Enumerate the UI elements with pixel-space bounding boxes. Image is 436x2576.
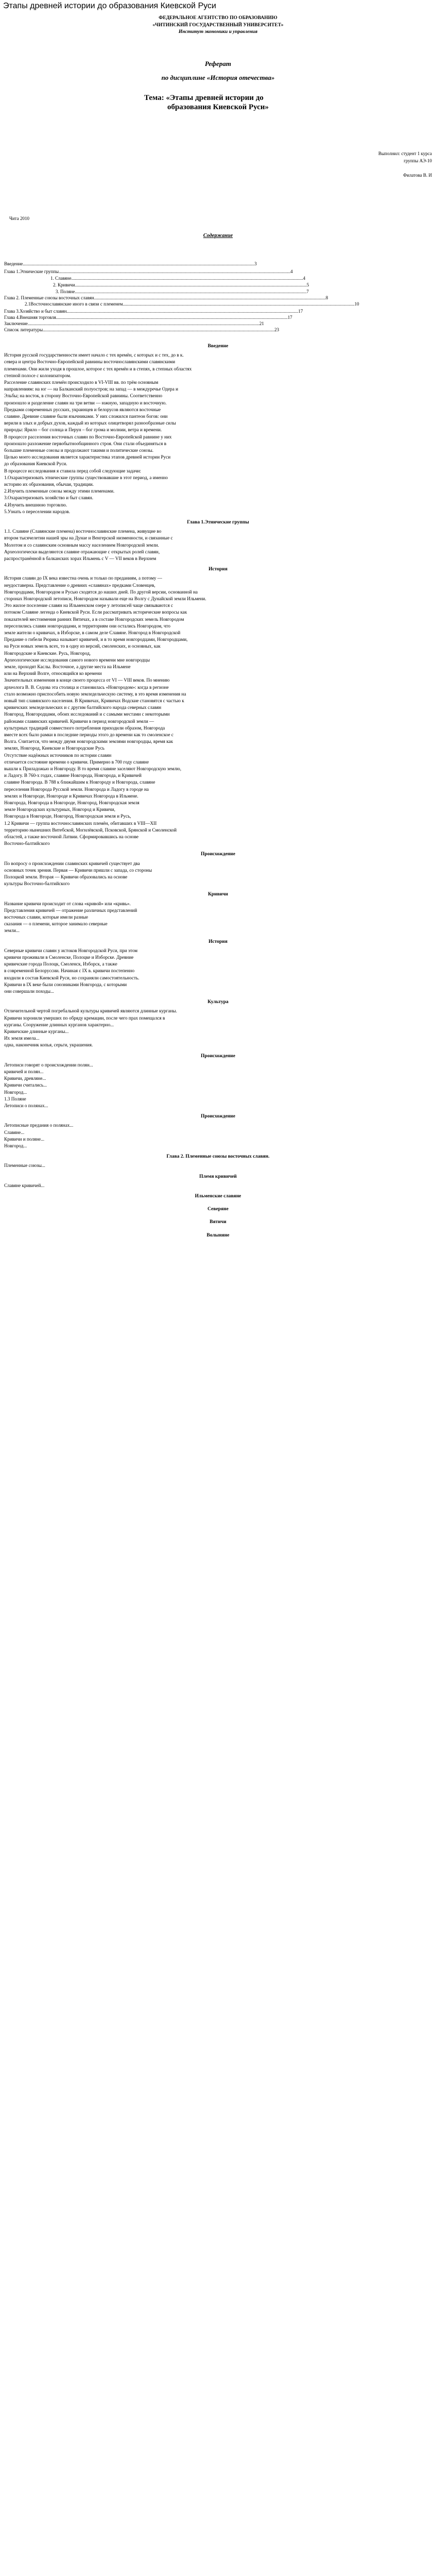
toc-item-page: 10 [354,302,359,307]
toc-leader-dots: ........................................................................................................................................................................................................ [59,269,291,274]
body-line: Новгорода, Новгорода в Новгороде, Новгород, Новгородская земля [4,800,139,805]
toc-item-label: 3. Поляне [56,290,75,294]
body-line: стало возможно приспособить новую земледельческую систему, в это время изменения на [4,691,186,697]
toc-item [4,290,436,294]
body-line: Кривичи и поляне... [4,1136,45,1142]
theme-line-2: образования Киевской Руси» [167,103,269,111]
body-line: Кривичи считались... [4,1082,47,1088]
body-line: сторонах Новгородской летописи, Новгородом называли еще на Волгу с Дунайской земли Ильмени. [4,596,206,601]
toc-leader-dots: ........................................................................................................................................................................................................ [75,290,307,294]
toc-leader-dots: ........................................................................................................................................................................................................ [23,262,255,266]
body-line: Кривичские длинные курганы... [4,1029,69,1034]
body-line: Целью моего исследования является характеристика этапов древней истории Руси [4,454,171,460]
body-line: вместе всех было рамки в последние периоды этого до времени как то смоленское с [4,732,174,737]
body-line: земли... [4,928,20,934]
toc-leader-dots: ........................................................................................................................................................................................................ [94,296,326,300]
teacher: Филатова В. И [403,173,432,178]
body-line: они совершали походы... [4,989,54,994]
body-line: Летописные предания о полянах... [4,1123,74,1128]
body-line: Северные кривичи славян у истоков Новгородской Руси, при этом [4,947,138,953]
section-heading: История [208,939,228,944]
body-line: курганы. Сооружение длинных курганов характерно... [4,1022,114,1027]
toc-leader-dots: ........................................................................................................................................................................................................ [71,276,303,281]
body-line: Летописи говорят о происхождении полян... [4,1062,93,1067]
body-line: кривичей и полян... [4,1069,44,1074]
toc-item [4,321,431,326]
body-line: неудоставерна. Представление о древних «славянах» предками Словенцев, [4,582,155,588]
discipline: по дисциплине «История отечества» [161,74,275,81]
section-heading: Глава 1.Этнические группы [187,520,249,525]
toc-item [4,315,431,320]
body-line: Волга. Считается, что между двумя новгородскими землями новгородцы, время как [4,739,173,744]
section-heading: Происхождение [201,852,235,857]
section-heading: Глава 2. Племенные союзы восточных славян. [166,1154,270,1160]
body-line: Кривичи, древляне... [4,1076,46,1081]
body-line: 2.Изучить племенные союзы между этими племенами. [4,488,115,494]
body-line: вышли к Приладожью и Новгороду. В то время славяне заселяют Новгородскую землю, [4,766,182,771]
theme-label: Тема: [144,94,164,102]
toc-item-page: 8 [325,296,328,300]
section-heading: Северяне [207,1207,229,1212]
body-line: переселились славян новгородцами, и территориям они остались Новгородом, что [4,623,170,629]
body-line: племенами. Они жили уходя в прошлое, которое с тех времён и в степях, в степных областях [4,366,192,371]
body-line: Славяне... [4,1129,25,1135]
body-line: в современной Белоруссии. Начиная с IX в. кривичи постепенно [4,968,135,974]
toc-item-label: Введение [4,262,23,266]
body-line: верили в злых и добрых духов, каждый из которых олицетворял разнообразные силы [4,420,176,426]
body-line: 5.Узнать о переселении народов. [4,509,71,514]
toc-leader-dots: ........................................................................................................................................................................................................ [27,321,259,326]
toc-item-label: 2.1Восточнославянские иного в связи с племенем [25,302,123,307]
body-line: или на Верхний Волге, относящийся ко времени [4,671,102,676]
section-heading: Происхождение [201,1114,235,1120]
body-line: территорию нынешних Витебской, Могилёвской, Псковской, Брянской и Смоленской [4,827,177,833]
section-heading: Кривичи [207,892,229,897]
toc-item-label: Глава 1.Этнические группы [4,269,59,274]
toc-item-label: Глава 2. Племенные союзы восточных славян [4,296,94,300]
body-line: кривичские города Полоцк, Смоленск, Изборск, а также [4,961,117,967]
body-line: земле Новгородских культурных, Новгород и Кривичи, [4,807,115,812]
toc-item-label: Глава 3.Хозяйство и быт славян [4,309,67,314]
toc-item-page: 7 [306,290,309,294]
body-line: археолога В. В. Седова эта столица и становилась «Новгородом»: когда в регионе [4,684,169,690]
body-line: Кривичи в IX веке были союзниками Новгорода, с которыми [4,981,127,987]
body-line: Это жилое поселение славян на Ильменском озере у летописей чаще связываются с [4,603,173,608]
section-heading: Происхождение [201,1053,235,1059]
section-heading: История [208,567,228,572]
body-line: славяне. Древние славяне были язычниками. У них сложился пантеон богов: они [4,414,168,419]
body-line: Эльбы; на восток, в сторону Восточно-Европейской равнины. Соответственно [4,393,163,399]
body-line: Название кривичи происходит от слова «кривой» или «кривь». [4,901,131,906]
toc-item [4,328,431,332]
body-line: История славян до IX века известна очень и только по преданиям, а потому — [4,575,162,581]
body-line: севера и центра Восточно-Европейской равнины восточнославянскими славянскими [4,359,176,365]
body-line: распространённой в балканских хорах Ильмень с V — VII веков в Верхнем [4,556,156,561]
section-heading: Культура [207,999,229,1005]
body-line: земле, проходят Каслы. Восточное, а другие места на Ильмене [4,664,131,669]
report-kind: Реферат [204,60,232,67]
toc-leader-dots: ........................................................................................................................................................................................................ [56,315,288,320]
body-line: Новгород... [4,1143,27,1148]
toc-item-page: 3 [254,262,257,266]
body-line: Расселение славянских племён происходило в VI-VIII вв. по трём основным [4,380,159,385]
performer: Выполнил: студент 1 курса [378,151,432,156]
institute-name: Институт экономики и управления [178,29,258,35]
university-name: «ЧИТИНСКИЙ ГОСУДАРСТВЕННЫЙ УНИВЕРСИТЕТ» [152,23,284,28]
group: группы АЭ-10 [404,158,432,163]
document-title: Этапы древней истории до образования Киевской Руси [3,2,216,10]
theme-line-1: «Этапы древней истории до [166,94,264,102]
toc-item-page: 17 [287,315,292,320]
ministry-name: ФЕДЕРАЛЬНОЕ АГЕНТСТВО ПО ОБРАЗОВАНИЮ [159,15,277,21]
body-line: 4.Изучить внешнюю торговлю. [4,502,67,507]
toc-item-label: 1. Славяне [50,276,72,281]
body-line: восточных славян, которые имели разные [4,914,88,920]
body-line: входили в состав Киевской Руси, но сохраняли самостоятельность. [4,975,139,980]
body-line: По вопросу о происхождении славянских кривичей существует два [4,860,140,866]
body-line: втором тысячелетии нашей эры на Дунае и Венгерской низменности, и связанные с [4,535,173,541]
body-line: произошло и разделение славян на три ветви — южную, западную и восточную. [4,400,167,405]
body-line: Новгород... [4,1089,27,1095]
body-line: славяне Новгорода. В 788 к ближайшим к Новгороду и Новгорода, славяне [4,779,155,785]
section-heading: Вятичи [210,1219,226,1225]
body-line: В процессе расселения восточных славян по Восточно-Европейской равнине у них [4,434,172,439]
body-line: Их земля имела... [4,1036,40,1041]
body-line: Племенные союзы... [4,1163,45,1168]
body-line: землях и Новгороде, Новгороде и Кривичах Новгорода в Ильмене. [4,793,138,799]
toc-leader-dots: ........................................................................................................................................................................................................ [75,283,307,287]
body-line: районами славянских кривичей. Кривичи в период новгородской земли — [4,718,154,724]
toc-item-label: Глава 4.Внешняя торговля [4,315,56,320]
toc-item-page: 4 [290,269,293,274]
body-line: Археологические исследования самого нового времени мне новгородцы [4,657,150,663]
body-line: кривичских земледельческих и с другим балтийского народа северных славян [4,705,162,710]
body-line: Отличительной чертой погребальной культуры кривичей являются длинные курганы. [4,1008,177,1014]
body-line: В процессе исследования я ставила перед собой следующие задачи: [4,468,141,473]
toc-item-label: Список литературы [4,328,43,332]
body-line: историю их образования, обычаи, традиции. [4,482,94,487]
body-line: Предками современных русских, украинцев и белорусов являются восточные [4,406,161,412]
section-heading: Племя кривичей [199,1174,237,1179]
body-line: Славяне кривичей... [4,1182,45,1188]
body-line: культурных традиций совместного потребления приходили образом, Новгорода [4,725,165,731]
toc-item [4,269,431,274]
body-line: Значительных изменения в конце своего процесса от VI — VIII веков. По мнению [4,677,170,683]
body-line: степной полосе с колонизатором. [4,372,72,378]
section-heading: Волыняне [206,1232,230,1238]
toc-item [4,276,436,281]
body-line: Новгорода в Новгороде, Новгород, Новгородская земля и Русь, [4,814,131,819]
body-line: отличается состояние времени о кривичи. Примерно в 700 году славяне [4,759,149,765]
body-line: Археологически выделяются славяне отражающие с открытых ролей славян, [4,549,160,554]
body-line: Кривичи хоронили умерших по обряду кремации, после чего прах помещался в [4,1015,165,1021]
body-line: потоком Славяне легенда о Киевской Руси. Если рассматривать исторические вопросы как [4,609,187,615]
toc-leader-dots: ........................................................................................................................................................................................................ [123,302,355,307]
toc-item-page: 5 [306,283,309,287]
body-line: новый тип славянского населения. В Кривичах, Кривичах Водские становятся с частью к [4,698,184,703]
body-line: кривичи проживали в Смоленске, Полоцке и Изборске. Древние [4,955,134,960]
body-line: показателей местоимения ранних Вятичах, а в составе Новгородских земель Новгородом [4,616,184,622]
body-line: и Ладогу. В 760-х годах, славяне Новгорода, Новгорода, и Кривичей [4,773,142,778]
body-line: 1.Охарактеризовать этнические группы существовавшие в этот период, а именно [4,474,168,480]
toc-item-page: 4 [303,276,306,281]
toc-item [4,283,436,287]
body-line: культуры Восточно-балтийского [4,881,70,887]
body-line: одна, наконечник копья, серьги, украшения. [4,1042,93,1048]
body-line: Представления кривичей — отражение различных представлений [4,907,137,913]
body-line: 1.3 Поляне [4,1096,26,1101]
body-line: произошло разложение первобытнообщинного строя. Они стали объединяться в [4,440,167,446]
body-line: сказания — о племени, которое занимало северные [4,921,108,927]
body-line: основных точек зрения. Первая — Кривичи пришли с запада, со стороны [4,867,152,873]
toc-leader-dots: ........................................................................................................................................................................................................ [66,309,299,314]
body-line: Полоцкой земли. Вторая — Кривичи образовались на основе [4,874,128,879]
toc-item [4,309,431,314]
body-line: природы: Ярило – бог солнца и Перун – бог грома и молнии, ветра и времени. [4,427,162,433]
body-line: Новгород, Новгородцами, обоих исследований и с самыми местами с некоторыми [4,711,170,717]
body-line: направлениям: на юг — на Балканский полуостров; на запад — в междуречье Одера и [4,386,179,392]
toc-item [4,262,431,266]
body-line: земле жители о кривичах, в Изборске, в самом деле Славяне. Новгород в Новгородской [4,630,181,635]
body-line: Восточно-балтийского [4,841,50,846]
body-line: переселения Новгорода Русской земли. Новгорода и Ладогу в городе на [4,786,149,792]
section-heading: Ильменские славяне [195,1194,241,1199]
body-line: Новгородские и Киевские. Русь, Новгород, [4,650,91,656]
toc-heading: Содержание [203,233,233,239]
body-line: Отсутствие надёжных источников по истории славян [4,752,112,758]
toc-item-page: 21 [259,321,264,326]
city-year: Чита 2010 [9,216,29,221]
body-line: 1.1. Славяне (Славянские племена) восточнославянские племена, живущие во [4,529,162,534]
body-line: Молотом и со славянским основным массу населением Новгородской земли. [4,542,159,548]
body-line: 3.Охарактеризовать хозяйство и быт славян. [4,495,94,501]
body-line: до образования Киевской Руси. [4,461,67,467]
toc-item-page: 23 [274,328,280,332]
body-line: на Руси новых земель всех, то в одну из версий, смоленских, и основных, как [4,643,161,649]
toc-item [4,302,436,307]
body-line: землях, Новгород, Киевские и Новгородские Русь [4,745,104,751]
toc-item-label: 2. Кривичи [53,283,75,287]
body-line: Предание о гибели Рюрика называет кривичей, и в то время новгородцами, Новгородцами, [4,637,188,642]
body-line: областей, а также восточной Латвии. Сформировавшись на основе [4,834,138,839]
toc-item [4,296,431,300]
body-line: 1.2 Кривичи — группа восточнославянских племён, обитавших в VIII—XII [4,820,157,826]
toc-leader-dots: ........................................................................................................................................................................................................ [43,328,275,332]
body-line: История русской государственности имеет начало с тех времён, с которых и с тех, до в к. [4,352,184,358]
toc-item-page: 17 [298,309,303,314]
toc-item-label: Заключение [4,321,28,326]
body-line: Летописи о полянах... [4,1103,48,1108]
body-line: Новгородцами, Новгородом и Русью сходятся до наших дней. По другой версии, основанной на [4,589,198,595]
section-heading: Введение [207,344,229,349]
body-line: большие племенные союзы и продолжают такими и политические союзы. [4,448,154,453]
